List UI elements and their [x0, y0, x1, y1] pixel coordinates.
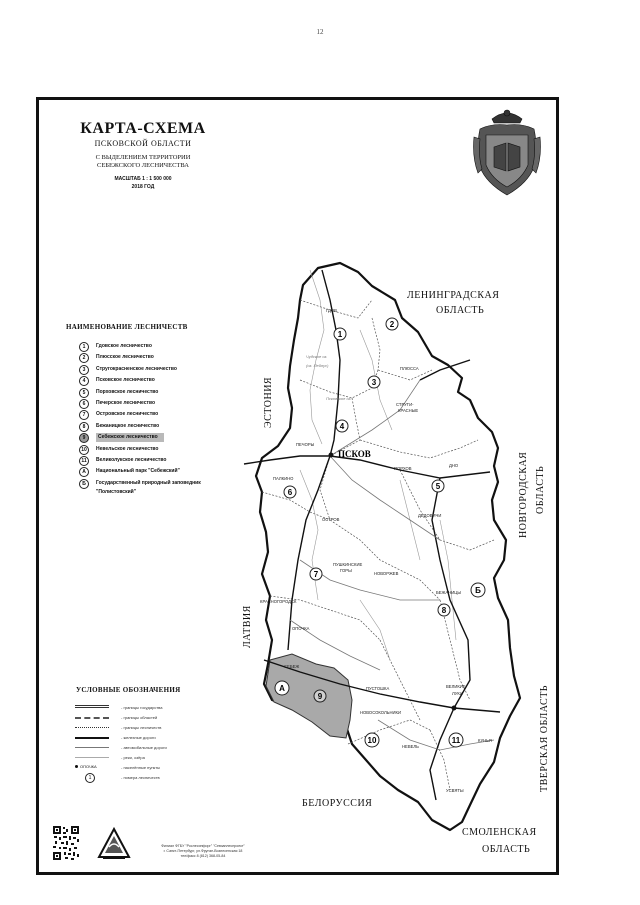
legend-item: Б Государственный природный заповедник "Полистовский" [79, 479, 229, 499]
legend-item: 8 Бежаницкое лесничество [79, 422, 229, 433]
town-label: КРАСНЫЕ [398, 408, 419, 413]
neighbor-label: ЛЕНИНГРАДСКАЯ [407, 290, 500, 301]
zone-number-marker [365, 733, 379, 747]
town-label: ПОРХОВ [394, 466, 412, 471]
publisher-info: Филиал ФГБУ "Рослесинфорг" "Севзаплеспроект" г. Санкт-Петербург, ул.Фрунзе-Вознесенская 18 тел/факс 8 (812) 368-05-84 [161, 844, 245, 858]
symbol-row: ОПОЧКА - населённые пункты [75, 762, 215, 772]
town-label: ПУСТОШКА [366, 686, 390, 691]
symbols-legend [75, 702, 215, 782]
map-year: 2018 ГОД [131, 184, 155, 190]
zone-letter-marker [471, 583, 485, 597]
river-symbol [75, 753, 109, 761]
qr-code [53, 826, 79, 860]
region-map [215, 250, 555, 865]
legend-item: 11 Великолукское лесничество [79, 456, 229, 467]
town-label: УСВЯТЫ [446, 788, 464, 793]
town-label: СЕБЕЖ [284, 664, 300, 669]
map-scale: МАСШТАБ 1 : 1 500 000 [114, 176, 172, 182]
legend-item: 6 Печерское лесничество [79, 399, 229, 410]
svg-text:1: 1 [337, 330, 343, 339]
legend-item: 10 Невельское лесничество [79, 445, 229, 456]
map-title: КАРТА-СХЕМА [80, 120, 206, 137]
town-label: ЛУКИ [452, 691, 463, 696]
neighbor-label: БЕЛОРУССИЯ [302, 798, 373, 809]
state-border-symbol [75, 703, 109, 711]
symbol-row: - железные дороги [75, 732, 215, 742]
neighbor-label: НОВГОРОДСКАЯ [518, 451, 529, 538]
forestry-border-symbol [75, 723, 109, 731]
symbol-row: 1 - номера лесничеств [75, 772, 215, 782]
zone-number-marker [386, 318, 398, 330]
town-label: ДНО [449, 463, 459, 468]
settlement-symbol: ОПОЧКА [75, 763, 109, 771]
zone-number-marker [368, 376, 380, 388]
town-label: НЕВЕЛЬ [402, 744, 419, 749]
svg-text:2: 2 [389, 320, 395, 329]
town-label: ДЕДОВИЧИ [418, 513, 442, 518]
svg-text:7: 7 [313, 570, 319, 579]
zone-number-marker [336, 420, 348, 432]
zone-number-marker [334, 328, 346, 340]
symbol-row: - границы государства [75, 702, 215, 712]
legend-item: 4 Псковское лесничество [79, 376, 229, 387]
legend-item: 2 Плюсское лесничество [79, 353, 229, 364]
svg-text:4: 4 [339, 422, 345, 431]
legend-title: НАИМЕНОВАНИЕ ЛЕСНИЧЕСТВ [66, 323, 188, 331]
svg-text:Б: Б [475, 586, 481, 595]
title-block [58, 120, 228, 190]
road-symbol [75, 743, 109, 751]
lake-label: Псковское оз. [326, 396, 352, 401]
coat-of-arms-emblem [472, 107, 542, 203]
map-subtitle: С ВЫДЕЛЕНИЕМ ТЕРРИТОРИИ СЕБЕЖСКОГО ЛЕСНИЧЕСТВА [95, 154, 191, 169]
town-label: ОПОЧКА [292, 626, 310, 631]
map-region: ПСКОВСКОЙ ОБЛАСТИ [94, 139, 192, 148]
legend-item: 5 Порховское лесничество [79, 388, 229, 399]
svg-text:10: 10 [367, 736, 377, 745]
lake-label: Чудское оз. [306, 354, 328, 359]
region-border-symbol [75, 713, 109, 721]
legend-item: 1 Гдовское лесничество [79, 342, 229, 353]
town-label: ПЛЮССА [400, 366, 419, 371]
railway-symbol [75, 733, 109, 741]
neighbor-label: ТВЕРСКАЯ ОБЛАСТЬ [539, 684, 550, 792]
zone-number-marker [438, 604, 450, 616]
lake-label: (оз. Пейпус) [306, 363, 329, 368]
svg-text:А: А [279, 684, 285, 693]
svg-text:8: 8 [441, 606, 447, 615]
company-logo [97, 827, 131, 861]
zone-number-marker [314, 690, 326, 702]
forestry-number-symbol: 1 [75, 773, 109, 781]
town-label: КУНЬЯ [478, 738, 492, 743]
town-label: КРАСНОГОРОДСК [260, 599, 297, 604]
zone-number-marker [432, 480, 444, 492]
town-label: ГОРЫ [340, 568, 352, 573]
legend-item: 7 Островское лесничество [79, 410, 229, 421]
zone-number-marker [310, 568, 322, 580]
neighbor-label: ЭСТОНИЯ [263, 376, 274, 428]
town-label: СТРУГИ- [396, 402, 414, 407]
neighbor-label: ЛАТВИЯ [242, 605, 253, 648]
town-label: ГДОВ [326, 308, 337, 313]
symbols-title: УСЛОВНЫЕ ОБОЗНАЧЕНИЯ [76, 686, 181, 694]
town-label: НОВОРЖЕВ [374, 571, 399, 576]
town-label: ПАЛКИНО [273, 476, 294, 481]
svg-text:9: 9 [317, 692, 323, 701]
page-number: 12 [316, 28, 324, 36]
legend-item: 3 Стругокрасненское лесничество [79, 365, 229, 376]
svg-text:5: 5 [435, 482, 441, 491]
town-label: ПУШКИНСКИЕ [333, 562, 363, 567]
town-label: ВЕЛИКИЕ [446, 684, 466, 689]
town-label: НОВОСОКОЛЬНИКИ [360, 710, 401, 715]
neighbor-label: ОБЛАСТЬ [535, 465, 546, 514]
town-label: ПЕЧОРЫ [296, 442, 315, 447]
town-label: БЕЖАНИЦЫ [436, 590, 462, 595]
neighbor-label: ОБЛАСТЬ [436, 305, 485, 316]
zone-letter-marker [275, 681, 289, 695]
symbol-row: - границы лесничеств [75, 722, 215, 732]
svg-text:11: 11 [451, 736, 461, 745]
region-outline [256, 263, 520, 830]
forest-legend [79, 342, 229, 499]
svg-text:6: 6 [287, 488, 293, 497]
city-label-pskov: ПСКОВ [338, 449, 371, 459]
zone-number-marker [449, 733, 463, 747]
zone-number-marker [284, 486, 296, 498]
town-label: ОСТРОВ [322, 517, 340, 522]
neighbor-label: ОБЛАСТЬ [482, 844, 531, 855]
legend-item: А Национальный парк "Себежский" [79, 467, 229, 478]
symbol-row: - автомобильные дороги [75, 742, 215, 752]
symbol-row: - границы областей [75, 712, 215, 722]
symbol-row: - реки, озёра [75, 752, 215, 762]
legend-item-highlighted: 9 Себежское лесничество [79, 433, 229, 444]
neighbor-label: СМОЛЕНСКАЯ [462, 827, 537, 838]
svg-text:3: 3 [371, 378, 377, 387]
